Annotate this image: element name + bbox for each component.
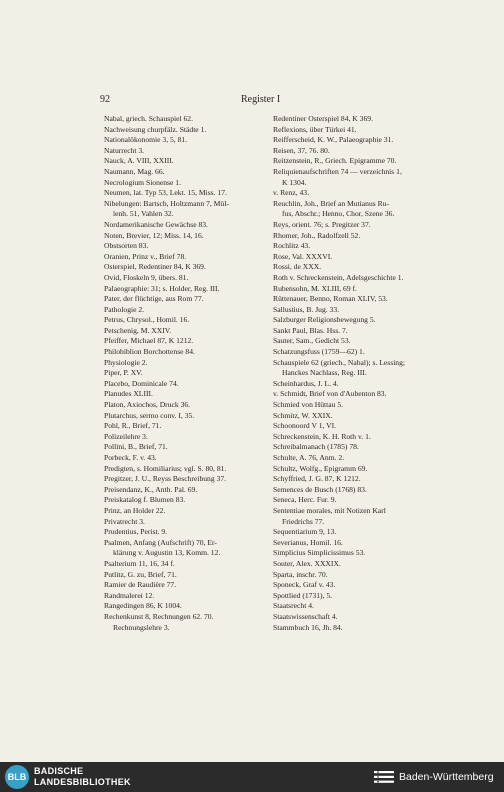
index-entry: v. Schmidt, Brief von d'Aubenton 83. — [273, 389, 387, 399]
index-entry: klärung v. Augustin 13, Komm. 12. — [113, 548, 221, 558]
index-entry: Nationalökonomie 3, 5, 81. — [104, 135, 188, 145]
index-entry: Rechnungslehre 3. — [113, 622, 170, 632]
index-entry: Noten, Brevier, 12; Miss. 14, 16. — [104, 230, 204, 240]
index-entry: Psalterium 11, 16, 34 f. — [104, 558, 175, 568]
index-entry: Sankt Paul, Blas. Hss. 7. — [273, 325, 348, 335]
index-entry: Reifferscheid, K. W., Palaeographie 31. — [273, 135, 394, 145]
index-entry: Philobiblion Borchottense 84. — [104, 347, 195, 357]
index-entry: Plutarchus, sermo conv. I, 35. — [104, 410, 195, 420]
index-entry: Severianus, Homil. 16. — [273, 537, 343, 547]
index-entry: Staatswissenschaft 4. — [273, 611, 338, 621]
index-entry: Preiskatalog f. Blumen 83. — [104, 495, 186, 505]
index-entry: Predigten, s. Homiliarius; vgl. S. 80, 81. — [104, 463, 227, 473]
index-entry: Pollini, B., Brief, 71. — [104, 442, 168, 452]
library-name[interactable] — [34, 766, 131, 788]
index-entry: Schatzungsfuss (1759—62) 1. — [273, 347, 365, 357]
index-entry: Physiologie 2. — [104, 357, 148, 367]
blb-logo-icon[interactable]: BLB — [5, 765, 29, 789]
index-entry: fus, Abschr.; Henno, Chor, Szene 36. — [282, 209, 395, 219]
index-entry: Sponeck, Graf v. 43. — [273, 580, 336, 590]
index-entry: Petschenig, M. XXIV. — [104, 325, 172, 335]
index-entry: Sparta, inschr. 70. — [273, 569, 328, 579]
index-entry: Nabal, griech. Schauspiel 62. — [104, 114, 193, 123]
index-entry: Schauspiele 62 (griech., Nabal); s. Lessing; — [273, 357, 406, 367]
index-entry: Naumann, Mag. 66. — [104, 166, 165, 176]
index-entry: Piper, P. XV. — [104, 368, 143, 378]
page-header — [100, 94, 430, 108]
index-entry: Ramier de Raudière 77. — [104, 580, 177, 590]
index-entry: Prinz, an Holder 22. — [104, 505, 166, 515]
index-entry: Schoonoord V 1, VI. — [273, 421, 337, 431]
index-entry: Prudentius, Perist. 9. — [104, 527, 168, 537]
index-entry: Neumen, lat. Typ 53, Lekt. 15, Miss. 17. — [104, 188, 227, 198]
index-column-right — [273, 114, 431, 633]
index-entry: Reuchlin, Joh., Brief an Mutianus Ru- — [273, 198, 390, 208]
index-entry: Redentiner Osterspiel 84, K 369. — [273, 114, 373, 123]
index-entry: v. Renz, 43. — [273, 188, 309, 198]
index-entry: Reitzenstein, R., Griech. Epigramme 70. — [273, 156, 397, 166]
index-entry: Oranien, Prinz v., Brief 78. — [104, 251, 187, 261]
index-entry: Rhomer, Joh., Radolfzell 52. — [273, 230, 361, 240]
index-entry: Salzburger Religionsbewegung 5. — [273, 315, 376, 325]
index-entry: Nauck, A. VIII, XXIII. — [104, 156, 174, 166]
page-number: 92 — [100, 94, 110, 105]
index-entry: Sauter, Sam., Gedicht 53. — [273, 336, 351, 346]
index-entry: Seneca, Herc. Fur. 9. — [273, 495, 337, 505]
index-entry: Rüttenauer, Benno, Roman XLIV, 53. — [273, 294, 388, 304]
index-entry: Schreckenstein, K. H. Roth v. 1. — [273, 431, 371, 441]
library-name-line1: BADISCHE — [34, 766, 84, 776]
index-entry: Privatrecht 3. — [104, 516, 145, 526]
index-entry: Stammbuch 16, Jh. 84. — [273, 622, 343, 632]
index-entry: Palaeographie: 31; s. Holder, Reg. III. — [104, 283, 220, 293]
index-entry: Porbeck, F. v. 43. — [104, 453, 157, 462]
index-entry: Schultz, Wolfg., Epigramm 69. — [273, 463, 368, 473]
index-entry: Simplicius Simplicissimus 53. — [273, 548, 366, 558]
index-entry: Polizeilehre 3. — [104, 431, 148, 441]
index-entry: Randmalerei 12. — [104, 590, 155, 600]
index-entry: Rochlitz 43. — [273, 241, 311, 251]
index-entry: Platon, Axiochos, Druck 36. — [104, 400, 191, 410]
index-entry: Ovid, Floskeln 9, übers. 81. — [104, 272, 189, 282]
index-entry: Roth v. Schreckenstein, Adelsgeschichte 1. — [273, 272, 404, 282]
index-entry: lenh. 51, Vahlen 32. — [113, 209, 174, 219]
library-name-line2: LANDESBIBLIOTHEK — [34, 777, 131, 787]
index-entry: Reisen, 37, 76. 80. — [273, 145, 330, 155]
index-entry: Necrologium Sionense 1. — [104, 177, 181, 187]
index-entry: Nibelungen: Bartsch, Holtzmann 7, Mül- — [104, 198, 229, 208]
index-entry: Placebo, Dominicale 74. — [104, 378, 179, 388]
index-column-left — [104, 114, 268, 633]
index-entry: Planudes XLIII. — [104, 389, 153, 399]
index-entry: Scheinhardus, J. L. 4. — [273, 378, 339, 388]
index-entry: Spottlied (1731), 5. — [273, 590, 333, 600]
index-entry: Osterspiel, Redentiner 84, K 369. — [104, 262, 206, 272]
index-entry: Rose, Val. XXXVI. — [273, 251, 333, 261]
index-entry: Rubensohn, M. XLIII, 69 f. — [273, 283, 357, 293]
index-entry: Staatsrecht 4. — [273, 601, 314, 611]
index-entry: Nordamerikanische Gewächse 83. — [104, 219, 208, 229]
index-entry: Hanckes Nachlass, Reg. III. — [282, 368, 367, 378]
index-entry: Pregitzer, J. U., Reyss Beschreibung 37. — [104, 474, 227, 484]
index-entry: Schmitz, W. XXIX. — [273, 410, 333, 420]
index-entry: Naturrecht 3. — [104, 145, 145, 155]
running-title: Register I — [241, 94, 281, 105]
index-entry: Friedrichs 77. — [282, 516, 325, 526]
lions-crest-icon — [373, 769, 395, 785]
index-entry: Rossi, de XXX. — [273, 262, 322, 272]
state-name[interactable]: Baden-Württemberg — [399, 771, 494, 783]
index-entry: Schreibalmanach (1785) 78. — [273, 442, 359, 452]
index-entry: Reys, orient. 76; s. Pregitzer 37. — [273, 219, 371, 229]
index-entry: Pohl, R., Brief, 71. — [104, 421, 162, 431]
index-entry: Psalmen, Anfang (Aufschrift) 70, Er- — [104, 537, 217, 547]
index-entry: Schyffried, J. G. 87, K 1212. — [273, 474, 361, 484]
index-entry: Rechenkunst 8, Rechnungen 62. 70. — [104, 611, 214, 621]
index-entry: Pathologie 2. — [104, 304, 145, 314]
index-entry: Schmied von Hüttau 5. — [273, 400, 344, 410]
index-entry: Schulte, A. 76, Anm. 2. — [273, 453, 345, 462]
index-entry: Nachweisung churpfälz. Städte 1. — [104, 124, 207, 134]
index-entry: Rangedingen 86, K 1004. — [104, 601, 182, 611]
index-entry: Obstsorten 83. — [104, 241, 149, 251]
index-entry: Souter, Alex. XXXIX. — [273, 558, 341, 568]
footer-bar — [0, 762, 504, 792]
index-entry: Putlitz, G. zu, Brief, 71. — [104, 569, 177, 579]
index-entry: K 1304. — [282, 177, 307, 187]
index-entry: Pater, der flüchtige, aus Rom 77. — [104, 294, 204, 304]
index-entry: Reflexions, über Türkei 41. — [273, 124, 357, 134]
index-entry: Sequentiarium 9, 13. — [273, 527, 337, 537]
index-entry: Preisendanz, K., Anth. Pal. 69. — [104, 484, 198, 494]
index-entry: Pfeiffer, Michael 87, K 1212. — [104, 336, 194, 346]
index-entry: Sallustius, B. Jug. 33. — [273, 304, 340, 314]
index-entry: Reliquienaufschriften 74 — verzeichnis 1, — [273, 166, 402, 176]
index-entry: Petrus, Chrysol., Homil. 16. — [104, 315, 190, 325]
index-entry: Semences de Busch (1768) 83. — [273, 484, 367, 494]
index-entry: Sententiae morales, mit Notizen Karl — [273, 505, 386, 515]
